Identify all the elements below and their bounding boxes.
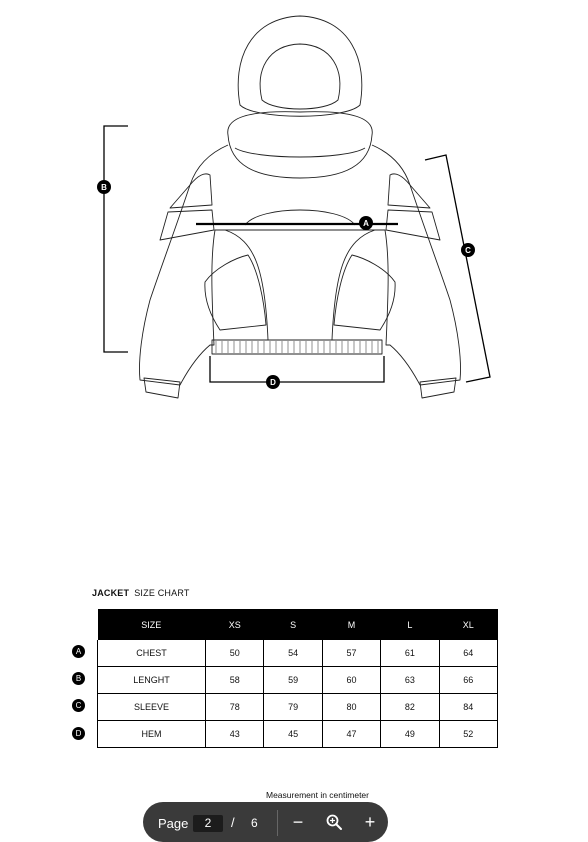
size-chart-title-bold: JACKET [92, 588, 130, 598]
measure-a-label: A [363, 219, 369, 228]
table-cell: 79 [264, 694, 322, 721]
table-cell: 49 [381, 721, 439, 748]
table-cell: 80 [322, 694, 380, 721]
collar-fold [235, 148, 365, 157]
row-marker-b: B [72, 672, 85, 685]
table-header-row [98, 609, 498, 640]
table-cell: 63 [381, 667, 439, 694]
table-row [98, 694, 498, 721]
measure-b-label: B [101, 183, 107, 192]
header-xs: XS [206, 609, 264, 640]
table-cell: 52 [439, 721, 497, 748]
measure-d-label: D [270, 378, 276, 387]
page-separator: / [231, 815, 235, 830]
magnifier-zoom-icon [325, 813, 343, 831]
table-cell: 58 [206, 667, 264, 694]
size-table [97, 609, 498, 748]
current-page-input[interactable]: 2 [193, 815, 223, 832]
table-cell: 66 [439, 667, 497, 694]
collar-outline [228, 112, 373, 178]
table-cell: 61 [381, 640, 439, 667]
row-label: CHEST [98, 640, 206, 667]
toolbar-divider [277, 810, 278, 836]
left-shoulder-panel [170, 174, 212, 208]
table-row [98, 640, 498, 667]
pdf-page-toolbar [143, 802, 388, 842]
measure-b-line [104, 126, 128, 352]
header-s: S [264, 609, 322, 640]
row-marker-c: C [72, 699, 85, 712]
hem-band [212, 340, 382, 354]
hood-outline [238, 16, 362, 116]
measurement-note: Measurement in centimeter [266, 790, 369, 800]
left-pocket [205, 255, 266, 330]
header-l: L [381, 609, 439, 640]
size-chart-title-text: SIZE CHART [134, 588, 190, 598]
measure-c-label: C [465, 246, 471, 255]
zoom-out-button[interactable]: − [292, 812, 304, 832]
right-shoulder-panel [388, 174, 430, 208]
table-cell: 59 [264, 667, 322, 694]
size-chart-title [92, 588, 190, 598]
header-size: SIZE [98, 609, 206, 640]
table-row [98, 667, 498, 694]
row-marker-d: D [72, 727, 85, 740]
table-cell: 47 [322, 721, 380, 748]
table-cell: 43 [206, 721, 264, 748]
header-xl: XL [439, 609, 497, 640]
hem-ribs [216, 341, 378, 353]
center-panel-right [332, 230, 375, 340]
row-label: LENGHT [98, 667, 206, 694]
table-cell: 78 [206, 694, 264, 721]
measure-d-line [210, 356, 384, 382]
row-label: HEM [98, 721, 206, 748]
table-cell: 64 [439, 640, 497, 667]
row-marker-a: A [72, 645, 85, 658]
table-row [98, 721, 498, 748]
table-cell: 57 [322, 640, 380, 667]
hood-inner [260, 44, 340, 109]
header-m: M [322, 609, 380, 640]
right-pocket [334, 255, 395, 330]
table-cell: 54 [264, 640, 322, 667]
zoom-in-button[interactable]: + [364, 812, 376, 832]
table-cell: 82 [381, 694, 439, 721]
jacket-diagram [0, 0, 588, 420]
table-cell: 50 [206, 640, 264, 667]
page-label: Page [158, 816, 189, 831]
measure-c-line [425, 155, 490, 382]
total-pages: 6 [251, 816, 258, 830]
table-cell: 45 [264, 721, 322, 748]
center-panel-left [225, 230, 268, 340]
table-cell: 84 [439, 694, 497, 721]
zoom-button[interactable] [323, 810, 345, 834]
row-label: SLEEVE [98, 694, 206, 721]
table-cell: 60 [322, 667, 380, 694]
chest-yoke [245, 210, 355, 225]
